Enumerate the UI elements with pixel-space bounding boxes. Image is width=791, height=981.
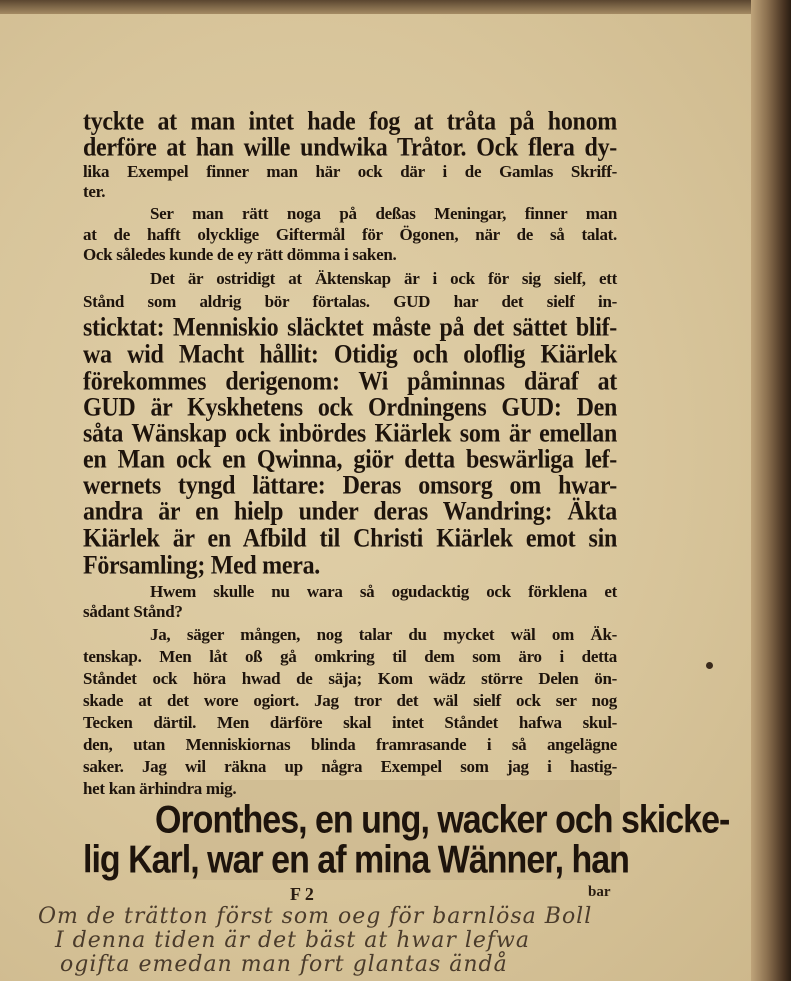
text-line: at de hafft olycklige Giftermål för Ögonen, när de så talat.	[83, 225, 617, 244]
text-line: Ja, säger mången, nog talar du mycket wäl om Äk-	[150, 625, 617, 644]
text-line: wa wid Macht hållit: Otidig och oloflig Kiärlek	[83, 340, 617, 370]
text-line: tyckte at man intet hade fog at tråta på honom	[83, 107, 617, 137]
text-line: wernets tyngd lättare: Deras omsorg om hwar-	[83, 471, 617, 501]
text-line: såta Wänskap ock inbördes Kiärlek som är emellan	[83, 419, 617, 449]
text-line: GUD är Kyskhetens ock Ordningens GUD: Den	[83, 393, 617, 423]
ink-spot	[706, 662, 713, 669]
text-line: en Man ock en Qwinna, giör detta beswärliga lef-	[83, 445, 617, 475]
text-line: ter.	[83, 182, 106, 201]
text-line: Det är ostridigt at Äktenskap är i ock för sig sielf, ett	[150, 269, 617, 288]
text-line: lika Exempel finner man här ock där i de Gamlas Skriff-	[83, 162, 617, 181]
text-line-large: lig Karl, war en af mina Wänner, han	[83, 838, 629, 882]
handwritten-note-line: I denna tiden är det bäst at hwar lefwa	[55, 928, 530, 953]
text-line: Kiärlek är en Afbild til Christi Kiärlek emot sin	[83, 524, 617, 554]
text-line: Ser man rätt noga på deßas Meningar, finner man	[150, 204, 617, 223]
text-line: förekommes derigenom: Wi påminnas däraf at	[83, 367, 617, 397]
page-top-edge	[0, 0, 791, 14]
text-line: den, utan Menniskiornas blinda framrasande i så angelägne	[83, 735, 617, 754]
text-line: Tecken därtil. Men därföre skal intet Ståndet hafwa skul-	[83, 713, 617, 732]
catchword: bar	[588, 884, 611, 900]
handwritten-note-line: ogifta emedan man fort glantas ändå	[60, 952, 508, 977]
text-line: derföre at han wille undwika Tråtor. Ock flera dy-	[83, 133, 617, 163]
text-line: skade at det wore ogiort. Jag tror det wäl sielf ock ser nog	[83, 691, 617, 710]
text-line: Stånd som aldrig bör förtalas. GUD har det sielf in-	[83, 292, 617, 311]
text-line: Ståndet ock höra hwad de säja; Kom wädz större Delen ön-	[83, 669, 617, 688]
signature-mark: F 2	[290, 884, 314, 904]
text-line: sådant Stånd?	[83, 602, 183, 621]
text-line: tenskap. Men låt oß gå omkring til dem som äro i detta	[83, 647, 617, 666]
text-line: saker. Jag wil räkna up några Exempel som jag i hastig-	[83, 757, 617, 776]
text-line: Ock således kunde de ey rätt dömma i saken.	[83, 245, 397, 264]
text-line: het kan ärhindra mig.	[83, 779, 237, 798]
text-line: Församling; Med mera.	[83, 551, 320, 581]
text-line: andra är en hielp under deras Wandring: Äkta	[83, 497, 617, 527]
book-spine-edge	[751, 0, 791, 981]
text-line-large: Oronthes, en ung, wacker och skicke-	[155, 798, 730, 842]
handwritten-note-line: Om de trätton först som oeg för barnlösa Boll	[38, 904, 593, 929]
text-line: sticktat: Menniskio släcktet måste på det sättet blif-	[83, 313, 617, 343]
text-line: Hwem skulle nu wara så ogudacktig ock förklena et	[150, 582, 617, 601]
